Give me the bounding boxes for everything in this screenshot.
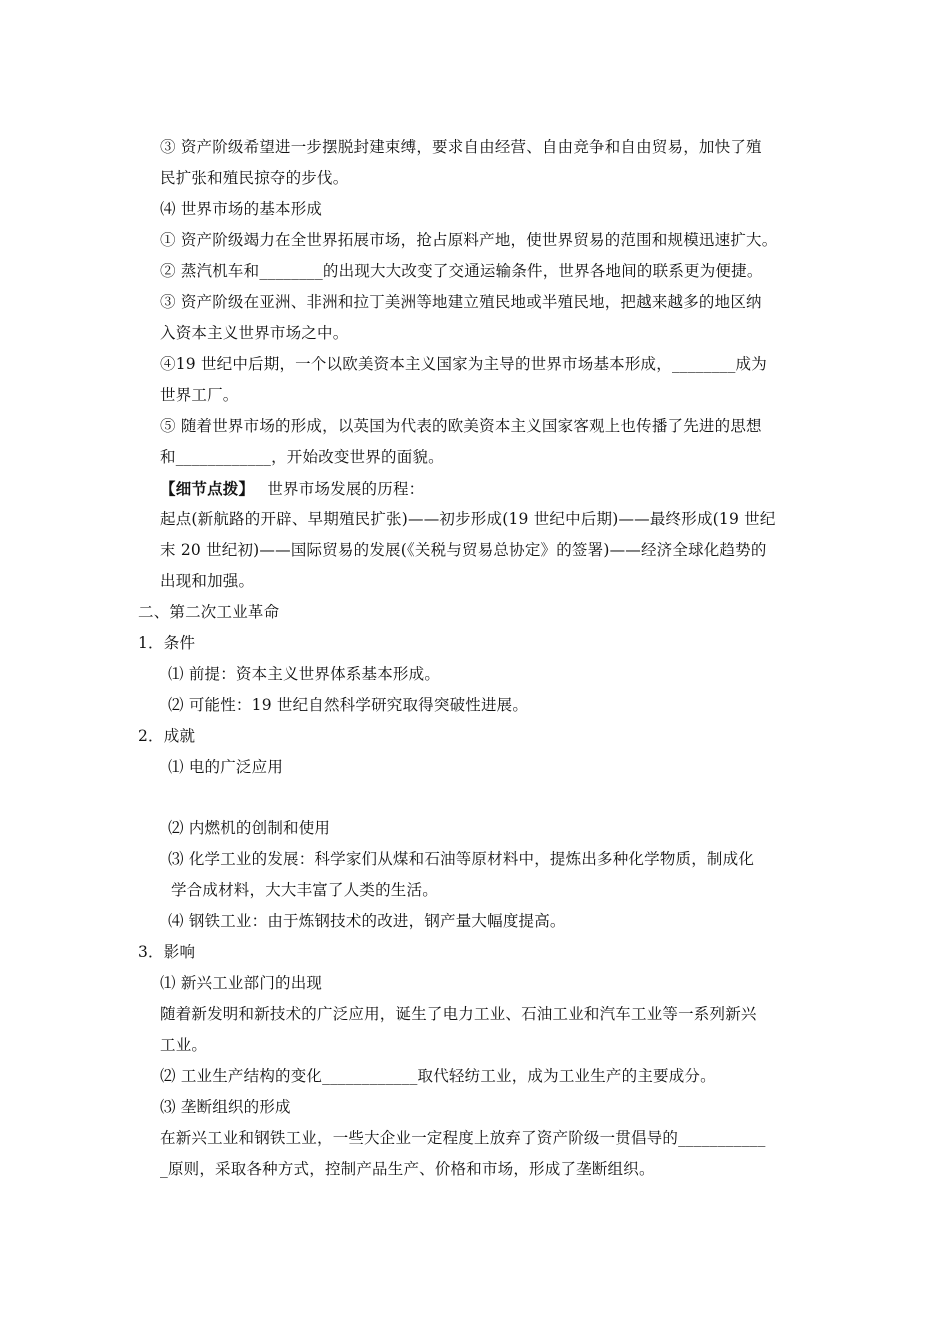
text-line: ④19 世纪中后期，一个以欧美资本主义国家为主导的世界市场基本形成，________成为 [160, 355, 767, 373]
detail-tip-text: 世界市场发展的历程： [267, 480, 425, 498]
text-line: ⑵ 内燃机的创制和使用 [168, 819, 331, 837]
detail-tip-label: 【细节点拨】 [160, 479, 255, 498]
subsection-heading: ⑷ 世界市场的基本形成 [160, 200, 323, 218]
text-line: 学合成材料，大大丰富了人类的生活。 [171, 881, 438, 899]
text-line: ⑶ 化学工业的发展：科学家们从煤和石油等原材料中，提炼出多种化学物质，制成化 [168, 850, 755, 868]
text-line: ② 蒸汽机车和________的出现大大改变了交通运输条件，世界各地间的联系更为便捷。 [160, 262, 763, 280]
text-line: 入资本主义世界市场之中。 [160, 324, 349, 342]
text-line: ⑴ 电的广泛应用 [168, 758, 284, 776]
text-line: 随着新发明和新技术的广泛应用，诞生了电力工业、石油工业和汽车工业等一系列新兴 [160, 1005, 757, 1023]
text-line: 末 20 世纪初)——国际贸易的发展(《关税与贸易总协定》的签署)——经济全球化趋势的 [160, 541, 767, 559]
text-line: ③ 资产阶级在亚洲、非洲和拉丁美洲等地建立殖民地或半殖民地，把越来越多的地区纳 [160, 293, 762, 311]
text-line: ⑶ 垄断组织的形成 [160, 1098, 291, 1116]
text-line: 世界工厂。 [160, 386, 239, 404]
text-line: 在新兴工业和钢铁工业，一些大企业一定程度上放弃了资产阶级一贯倡导的___________ [160, 1129, 766, 1147]
numbered-heading: 2．成就 [138, 727, 196, 745]
text-line: ① 资产阶级竭力在全世界拓展市场，抢占原料产地，使世界贸易的范围和规模迅速扩大。 [160, 231, 778, 249]
document-body [138, 132, 818, 1185]
text-line: ③ 资产阶级希望进一步摆脱封建束缚，要求自由经营、自由竞争和自由贸易，加快了殖 [160, 138, 762, 156]
detail-tip-line [138, 473, 818, 504]
text-line: 民扩张和殖民掠夺的步伐。 [160, 169, 349, 187]
section-heading: 二、第二次工业革命 [138, 603, 280, 621]
text-line: ⑵ 可能性：19 世纪自然科学研究取得突破性进展。 [168, 696, 529, 714]
numbered-heading: 1．条件 [138, 634, 196, 652]
numbered-heading: 3．影响 [138, 943, 196, 961]
text-line: 起点(新航路的开辟、早期殖民扩张)——初步形成(19 世纪中后期)——最终形成(19 世纪 [160, 510, 776, 528]
text-line: 出现和加强。 [160, 572, 255, 590]
text-line: ⑤ 随着世界市场的形成，以英国为代表的欧美资本主义国家客观上也传播了先进的思想 [160, 417, 762, 435]
text-line: ⑷ 钢铁工业：由于炼钢技术的改进，钢产量大幅度提高。 [168, 912, 566, 930]
text-line: ⑴ 新兴工业部门的出现 [160, 974, 323, 992]
text-line: 工业。 [160, 1036, 208, 1054]
text-line: ⑴ 前提：资本主义世界体系基本形成。 [168, 665, 441, 683]
text-line: ⑵ 工业生产结构的变化____________取代轻纺工业，成为工业生产的主要成分。 [160, 1067, 716, 1085]
text-line: 和____________，开始改变世界的面貌。 [160, 448, 444, 466]
text-line: _原则，采取各种方式，控制产品生产、价格和市场，形成了垄断组织。 [160, 1160, 655, 1178]
blank-space [138, 783, 818, 813]
